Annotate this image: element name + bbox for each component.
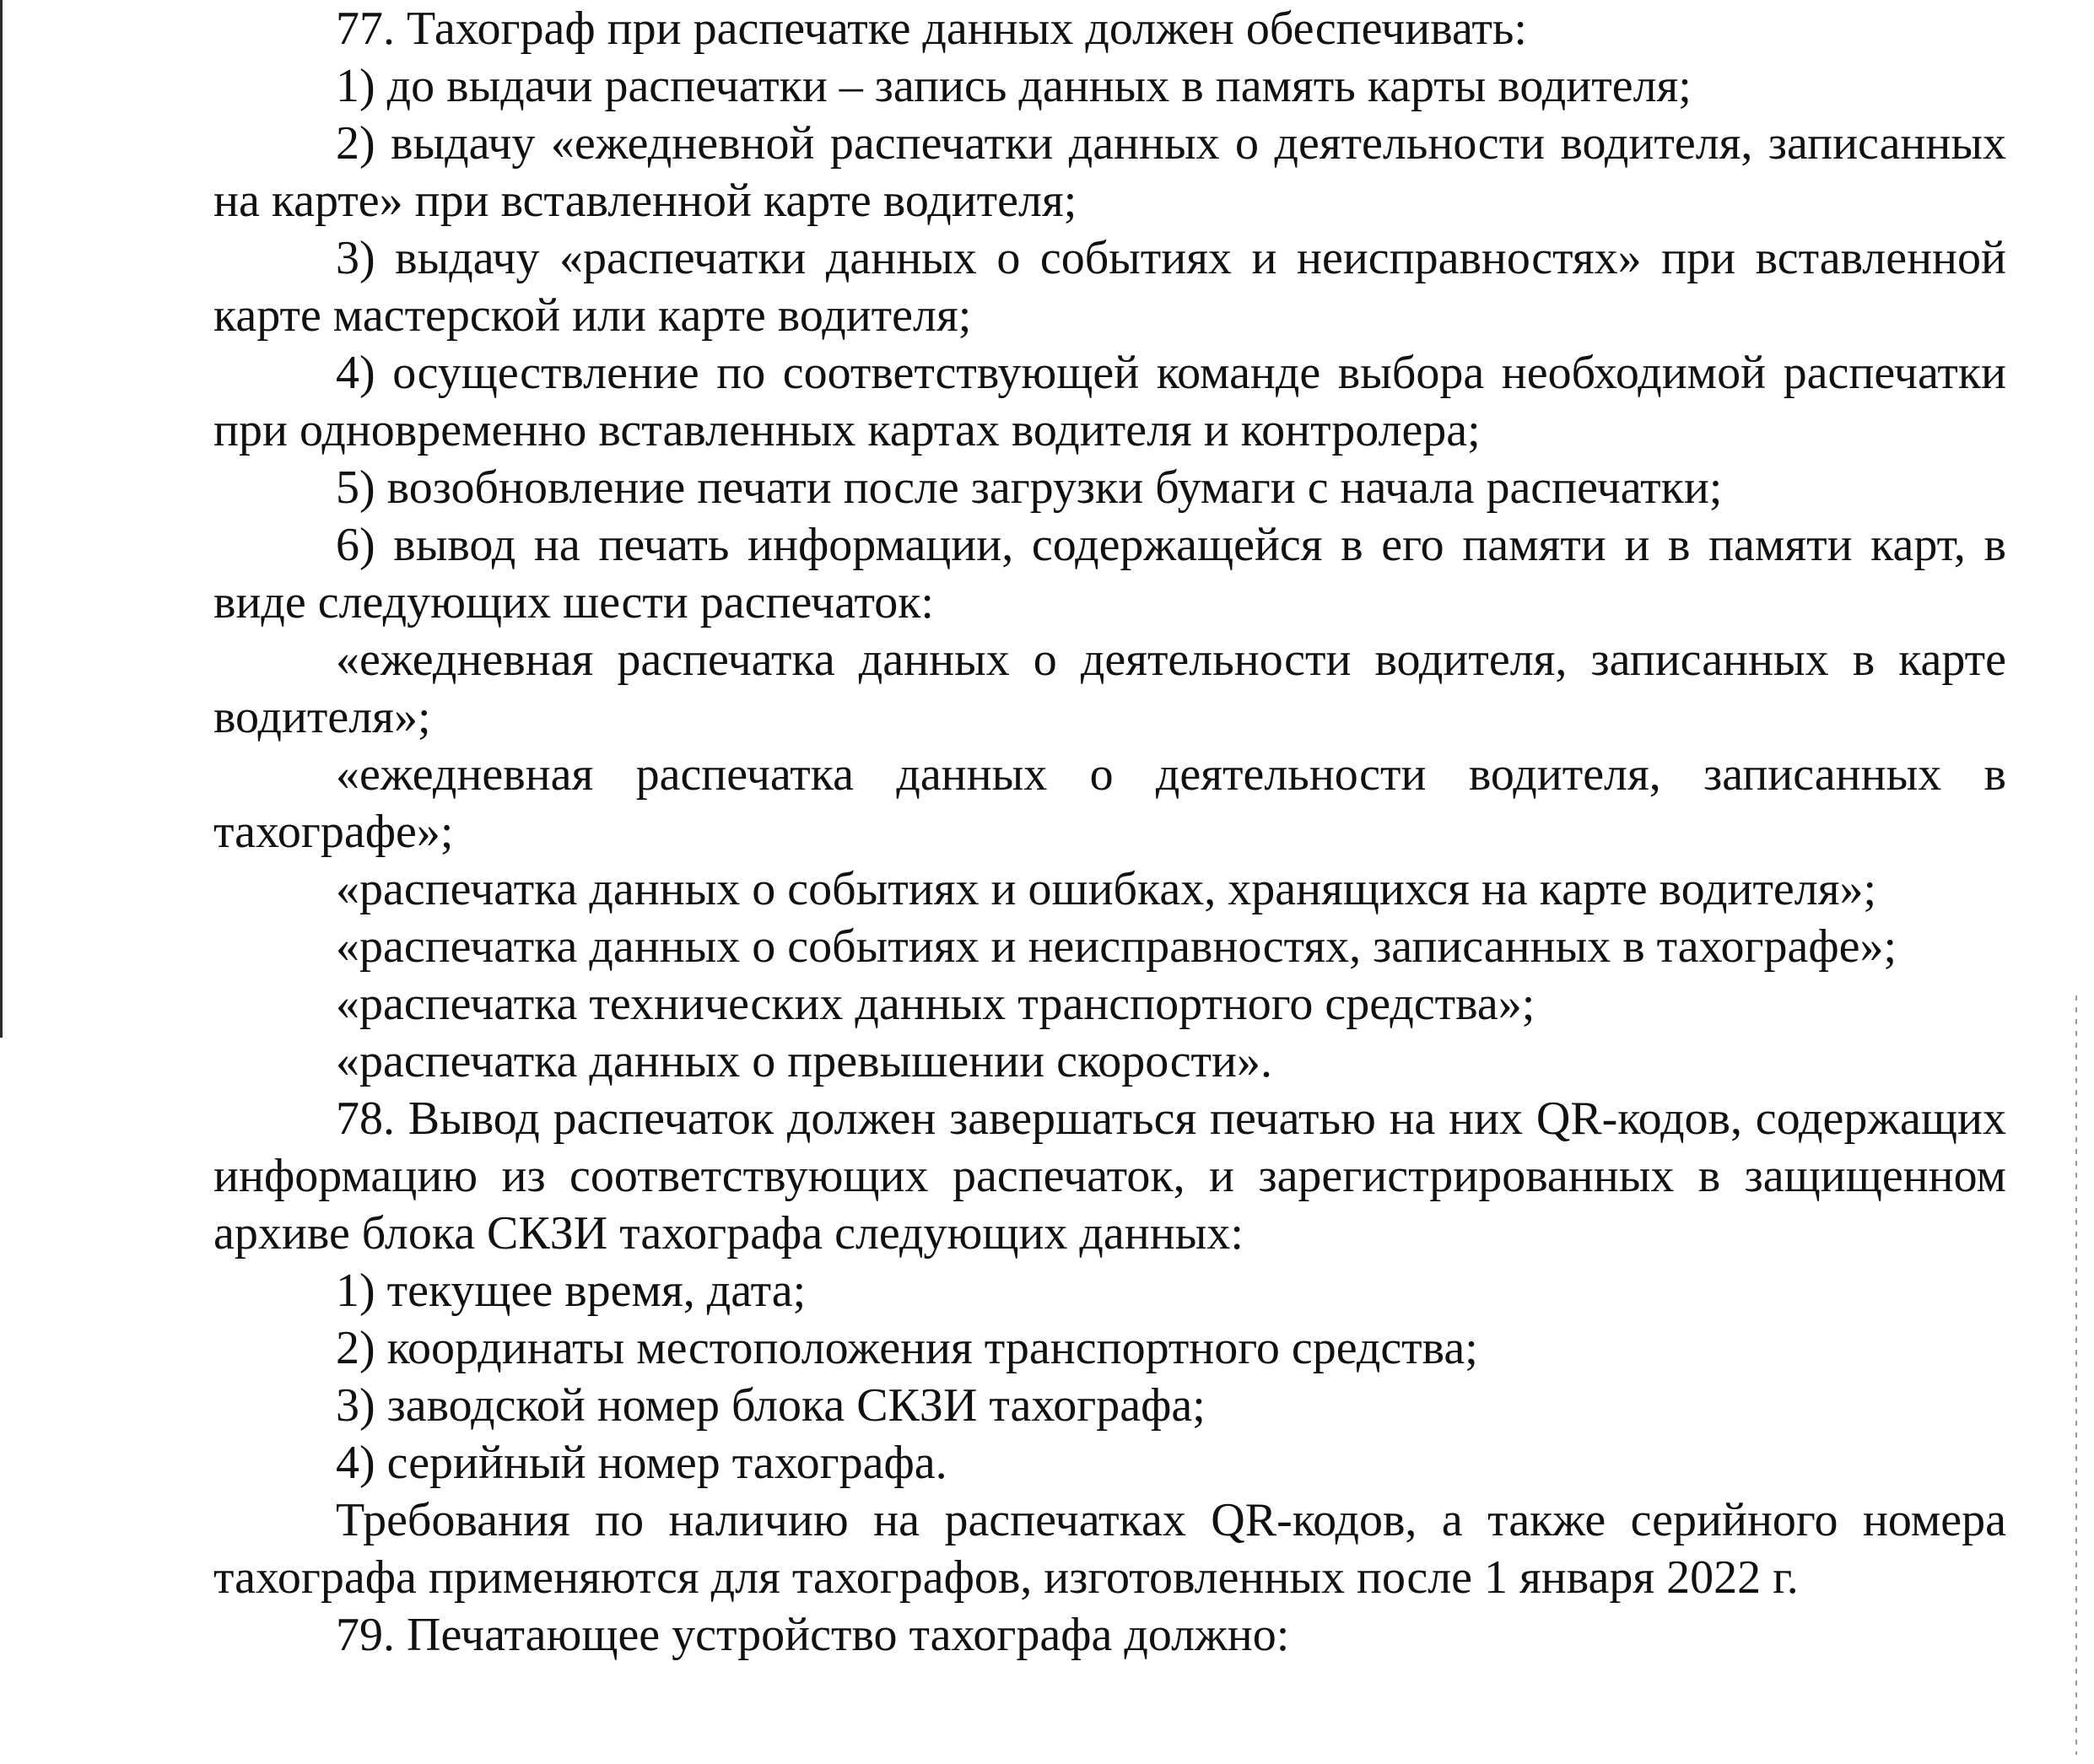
scan-left-edge-line (0, 0, 3, 1038)
paragraph-78-item-3: 3) заводской номер блока СКЗИ тахографа; (336, 1379, 1206, 1432)
paragraph-77-heading: 77. Тахограф при распечатке данных должен обеспечивать: (336, 3, 1527, 55)
paragraph-78-item-1: 1) текущее время, дата; (336, 1265, 807, 1317)
printout-type-tachograph-daily: «ежедневная распечатка данных о деятельности водителя, записанных в тахографе»; (213, 748, 2006, 858)
scan-right-edge-line (2075, 995, 2077, 1755)
paragraph-78-item-4: 4) серийный номер тахографа. (336, 1437, 947, 1489)
paragraph-77-item-1: 1) до выдачи распечатки – запись данных в память карты водителя; (336, 60, 1692, 112)
printout-type-tachograph-events: «распечатка данных о событиях и неисправностях, записанных в тахографе»; (336, 920, 1897, 973)
printout-type-driver-card-daily: «ежедневная распечатка данных о деятельности водителя, записанных в карте водителя»; (213, 634, 2006, 743)
paragraph-qr-requirements: Требования по наличию на распечатках QR-кодов, а также серийного номера тахографа применяются для тахографов, изготовленных после 1 января 2022 г. (213, 1494, 2006, 1604)
document-body (213, 0, 2006, 1664)
printout-type-technical-data: «распечатка технических данных транспортного средства»; (336, 978, 1535, 1030)
paragraph-77-item-2: 2) выдачу «ежедневной распечатки данных о деятельности водителя, записанных на карте» при вставленной карте водителя; (213, 117, 2006, 227)
paragraph-78-item-2: 2) координаты местоположения транспортного средства; (336, 1322, 1478, 1374)
paragraph-79-heading: 79. Печатающее устройство тахографа должно: (336, 1609, 1290, 1661)
printout-type-overspeed: «распечатка данных о превышении скорости». (336, 1035, 1272, 1087)
paragraph-77-item-5: 5) возобновление печати после загрузки бумаги с начала распечатки; (336, 461, 1723, 514)
paragraph-77-item-3: 3) выдачу «распечатки данных о событиях и неисправностях» при вставленной карте мастерской или карте водителя; (213, 232, 2006, 342)
paragraph-77-item-6: 6) вывод на печать информации, содержащейся в его памяти и в памяти карт, в виде следующих шести распечаток: (213, 519, 2006, 628)
paragraph-77-item-4: 4) осуществление по соответствующей команде выбора необходимой распечатки при одновременно вставленных картах водителя и контролера; (213, 347, 2006, 456)
printout-type-card-events: «распечатка данных о событиях и ошибках, хранящихся на карте водителя»; (336, 863, 1877, 915)
paragraph-78-heading: 78. Вывод распечаток должен завершаться печатью на них QR-кодов, содержащих информацию из соответствующих распечаток, и зарегистрированных в защищенном архиве блока СКЗИ тахографа следующих данных: (213, 1092, 2006, 1260)
